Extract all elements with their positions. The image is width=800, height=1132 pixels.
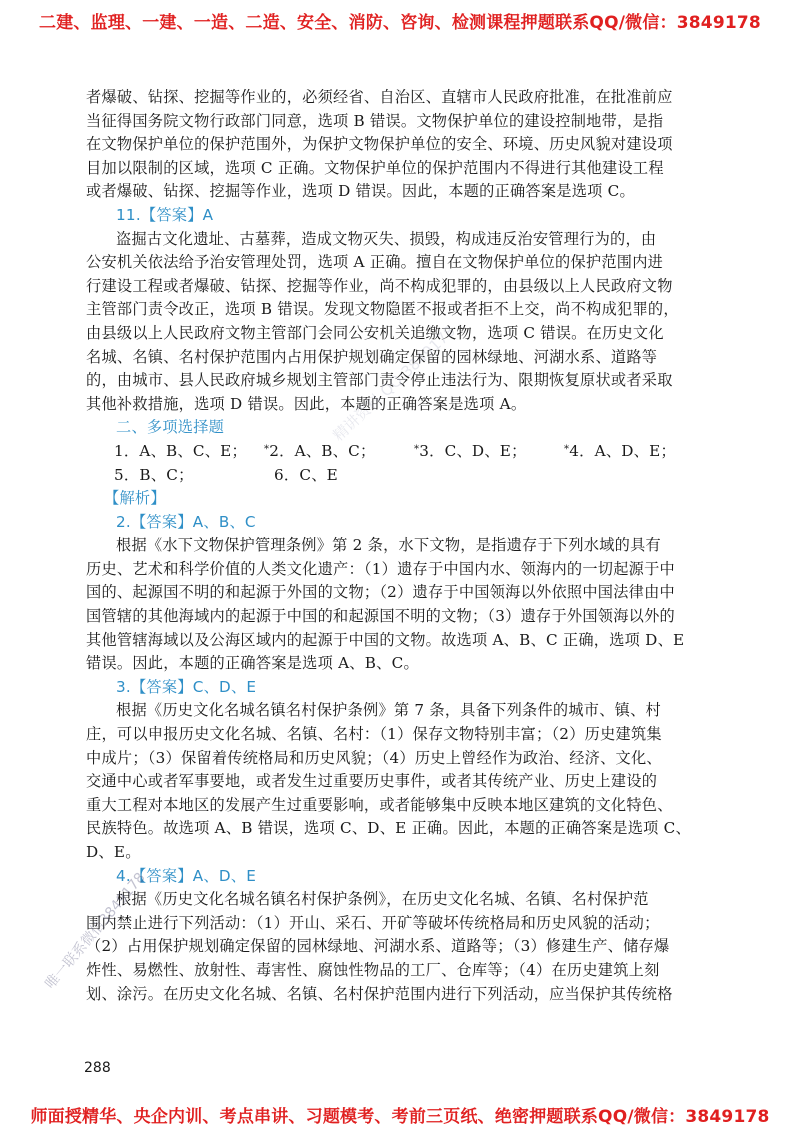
text-line: 的，由城市、县人民政府城乡规划主管部门责令停止违法行为、限期恢复原状或者采取: [86, 371, 673, 390]
answer-heading-2: 2.【答案】A、B、C: [116, 512, 256, 531]
text-line: 在文物保护单位的保护范围外，为保护文物保护单位的安全、环境、历史风貌对建设项: [86, 135, 673, 154]
text-line: 名城、名镇、名村保护范围内占用保护规划确定保留的园林绿地、河湖水系、道路等: [86, 347, 658, 366]
text-line: 国的、起源国不明的和起源于外国的文物；（2）遗存于中国领海以外依照中国法律由中: [86, 583, 675, 602]
answer-key-item: *2．A、B、C；: [264, 441, 376, 460]
text-line: 行建设工程或者爆破、钻探、挖掘等作业，尚不构成犯罪的，由县级以上人民政府文物: [86, 276, 673, 295]
answer-key-item: *3．C、D、E；: [414, 441, 527, 460]
text-line: 炸性、易燃性、放射性、毒害性、腐蚀性物品的工厂、仓库等；（4）在历史建筑上刻: [86, 960, 660, 979]
answer-key-item: 6．C、E: [274, 465, 338, 484]
explanation-4: [86, 888, 714, 1006]
text-line: 根据《历史文化名城名镇名村保护条例》第 7 条，具备下列条件的城市、镇、村: [116, 701, 661, 720]
answer-key-row: [86, 464, 714, 488]
analysis-label: 【解析】: [104, 489, 166, 508]
answer-key-row: [86, 440, 714, 464]
page-number: 288: [84, 1060, 111, 1076]
top-banner: 二建、监理、一建、一造、二造、安全、消防、咨询、检测课程押题联系QQ/微信：3849178: [39, 13, 761, 33]
text-line: D、E。: [86, 843, 141, 861]
bottom-banner: 师面授精华、央企内训、考点串讲、习题模考、考前三页纸、绝密押题联系QQ/微信：3849178: [30, 1107, 770, 1127]
text-line: 根据《水下文物保护管理条例》第 2 条，水下文物，是指遗存于下列水域的具有: [116, 536, 661, 555]
page-content: [86, 86, 714, 1006]
text-line: 国管辖的其他海域内的起源于中国的和起源国不明的文物；（3）遗存于外国领海以外的: [86, 607, 675, 626]
watermark: 唯一联系微信3849178: [42, 869, 149, 993]
answer-key-item: *4．A、D、E；: [564, 441, 676, 460]
text-line: 围内禁止进行下列活动：（1）开山、采石、开矿等破坏传统格局和历史风貌的活动；: [86, 913, 660, 932]
text-line: 交通中心或者军事要地，或者发生过重要历史事件，或者其传统产业、历史上建设的: [86, 772, 658, 791]
answer-heading-4: 4.【答案】A、D、E: [116, 866, 257, 885]
text-line: 错误。因此，本题的正确答案是选项 A、B、C。: [86, 654, 419, 673]
text-line: 或者爆破、钻探、挖掘等作业，选项 D 错误。因此，本题的正确答案是选项 C。: [86, 182, 635, 201]
text-line: 民族特色。故选项 A、B 错误，选项 C、D、E 正确。因此，本题的正确答案是选项 C、: [86, 819, 691, 838]
intro-paragraph: [86, 86, 714, 204]
text-line: 由县级以上人民政府文物主管部门会同公安机关追缴文物，选项 C 错误。在历史文化: [86, 323, 664, 342]
text-line: 其他补救措施，选项 D 错误。因此，本题的正确答案是选项 A。: [86, 394, 527, 413]
text-line: 公安机关依法给予治安管理处罚，选项 A 正确。擅自在文物保护单位的保护范围内进: [86, 253, 664, 272]
answer-heading-3: 3.【答案】C、D、E: [116, 677, 257, 696]
text-line: 中成片；（3）保留着传统格局和历史风貌；（4）历史上曾经作为政治、经济、文化、: [86, 748, 662, 767]
section-heading-multiple-choice: 二、多项选择题: [116, 418, 225, 437]
text-line: 盗掘古文化遗址、古墓葬，造成文物灭失、损毁，构成违反治安管理行为的，由: [116, 229, 657, 248]
watermark: 精讲资料 QQ:3849178: [329, 322, 459, 445]
answer-key-item: 1．A、B、C、E；: [114, 441, 247, 460]
text-line: 主管部门责令改正，选项 B 错误。发现文物隐匿不报或者拒不上交，尚不构成犯罪的，: [86, 300, 679, 319]
text-line: 历史、艺术和科学价值的人类文化遗产：（1）遗存于中国内水、领海内的一切起源于中: [86, 559, 675, 578]
explanation-3: [86, 699, 714, 864]
text-line: 者爆破、钻探、挖掘等作业的，必须经省、自治区、直辖市人民政府批准，在批准前应: [86, 88, 673, 106]
text-line: 庄，可以申报历史文化名城、名镇、名村：（1）保存文物特别丰富；（2）历史建筑集: [86, 725, 662, 744]
text-line: 其他管辖海域以及公海区域内的起源于中国的文物。故选项 A、B、C 正确，选项 D、E: [86, 630, 685, 649]
explanation-2: [86, 534, 714, 676]
text-line: 根据《历史文化名城名镇名村保护条例》，在历史文化名城、名镇、名村保护范: [116, 890, 649, 909]
text-line: （2）占用保护规划确定保留的园林绿地、河湖水系、道路等；（3）修建生产、储存爆: [86, 937, 670, 956]
text-line: 划、涂污。在历史文化名城、名镇、名村保护范围内进行下列活动，应当保护其传统格: [86, 984, 673, 1003]
text-line: 目加以限制的区域，选项 C 正确。文物保护单位的保护范围内不得进行其他建设工程: [86, 158, 664, 177]
text-line: 当征得国务院文物行政部门同意，选项 B 错误。文物保护单位的建设控制地带，是指: [86, 111, 664, 130]
answer-heading-11: 11.【答案】A: [116, 205, 214, 224]
text-line: 重大工程对本地区的发展产生过重要影响，或者能够集中反映本地区建筑的文化特色、: [86, 795, 673, 814]
answer-key-item: 5．B、C；: [114, 465, 194, 484]
